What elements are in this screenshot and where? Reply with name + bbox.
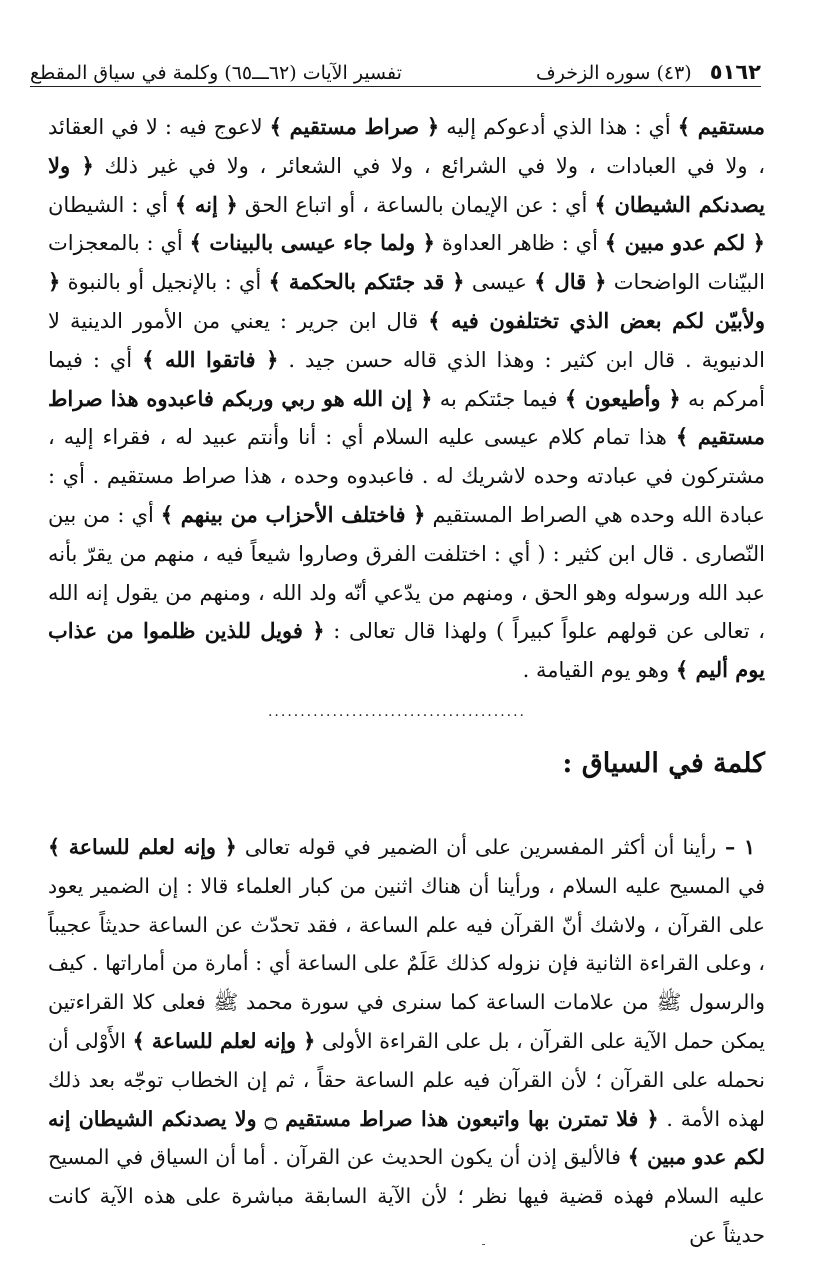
surah-name: (٤٣) سوره الزخرف [536,62,692,84]
commentary-text: الأَوْلى أن نحمله على القرآن ؛ لأن القرآن فيه علم الساعة حقاً ، ثم إن الخطاب توجّه بعد ذلك لهذه الأمة . [48,1028,765,1131]
commentary-text: أي : بالإنجيل أو بالنبوة [60,270,269,295]
quran-quote: ﴿ فاختلف الأحزاب من بينهم ﴾ [160,501,426,527]
quran-quote: ﴿ صراط مستقيم ﴾ [269,114,440,139]
commentary-text: قال ابن جرير : يعني من الأمور الدينية لا الدنيوية . قال ابن كثير : وهذا الذي قاله حسن جيد . [48,308,765,372]
commentary-text: أي : بالمعجزات البيّنات الواضحات [48,231,765,295]
quran-quote: ﴿ ولما جاء عيسى بالبينات ﴾ [189,230,435,256]
commentary-text: رأينا أن أكثر المفسرين على أن الضمير في قوله تعالى [236,835,717,859]
section-divider: ........................................ [267,704,526,720]
section-paragraph [48,828,765,1255]
commentary-text: أي : عن الإيمان بالساعة ، أو اتباع الحق [237,192,595,217]
commentary-text: أي : فيما أمركم به [48,347,765,411]
commentary-text: أي : ظاهر العداوة [434,231,605,256]
header-right [536,60,761,84]
tafsir-body [48,108,765,690]
commentary-text: في المسيح عليه السلام ، ورأينا أن هناك اثنين من كبار العلماء قالا : إن الضمير يعود على القرآن ، ولاشك أنّ القرآن فيه علم الساعة ، فقد تحدّث عن الساعة حديثاً عجيباً ، وعلى القراءة الثانية فإن نزوله كذلك عَلَمٌ على الساعة أي : أمارة من أماراتها . كيف والرسول ﷺ من علامات الساعة كما سنرى في سورة محمد ﷺ فعلى كلا القراءتين يمكن حمل الآية على القرآن ، بل على القراءة الأولى [48,873,766,1053]
quran-quote: ١ – [716,835,755,859]
commentary-text: فالأليق إذن أن يكون الحديث عن القرآن . أما أن السياق في المسيح عليه السلام فهذه قضية فيها نظر ؛ لأن الآية السابقة مباشرة على هذه الآية كانت حديثاً عن [48,1145,765,1247]
quran-quote: ﴿ إنه ﴾ [174,191,238,217]
quran-quote: مستقيم ﴾ [677,114,765,139]
quran-quote: ﴿ قد جئتكم بالحكمة ﴾ [268,269,465,295]
commentary-text: عيسى [464,270,535,295]
section-heading: كلمة في السياق : [562,748,765,779]
commentary-text: فيما جئتكم به [432,386,565,411]
quran-quote: ﴿ ولأبيّن لكم بعض الذي تختلفون فيه ﴾ [48,269,766,333]
page-number: ٥١٦٢ [709,60,761,84]
quran-quote: ﴿ لكم عدو مبين ﴾ [604,230,765,256]
running-header [30,50,761,87]
quran-quote: ﴿ فلا تمترن بها واتبعون هذا صراط مستقيم ۝ ولا يصدنكم الشيطان إنه لكم عدو مبين ﴾ [48,1106,766,1170]
commentary-text: أي : الشيطان [48,192,175,217]
tafsir-paragraph [48,108,765,690]
commentary-text: لاعوج فيه : لا في العقائد ، ولا في العبادات ، ولا في الشرائع ، ولا في الشعائر ، ولا في غير ذلك [48,115,765,178]
quran-quote: ﴿ فويل للذين ظلموا من عذاب يوم أليم ﴾ [48,618,765,683]
quran-quote: ﴿ قال ﴾ [534,269,607,295]
commentary-text: وهو يوم القيامة . [522,658,676,683]
section-body [48,828,765,1255]
quran-quote: ﴿ وإنه لعلم للساعة ﴾ [132,1028,316,1053]
quran-quote: ﴿ ولا يصدنكم الشيطان ﴾ [48,152,765,217]
commentary-text: أي : من بين النّصارى . قال ابن كثير : ( أي : اختلفت الفرق وصاروا شيعاً فيه ، منهم من يقرّ بأنه عبد الله ورسوله وهو الحق ، ومنهم من يدّعي أنّه ولد الله ، ومنهم من يقول إنه الله ، تعالى عن قولهم علواً كبيراً ) ولهذا قال تعالى : [48,502,765,644]
quran-quote: ﴿ إن الله هو ربي وربكم فاعبدوه هذا صراط مستقيم ﴾ [48,385,765,450]
quran-quote: ﴿ وإنه لعلم للساعة ﴾ [48,835,237,859]
header-title: تفسير الآيات (٦٢ـــ٦٥) وكلمة في سياق المقطع [30,62,402,84]
quran-quote: ﴿ وأطيعون ﴾ [564,385,681,411]
commentary-text: هذا تمام كلام عيسى عليه السلام أي : أنا وأنتم عبيد له ، فقراء إليه ، مشتركون في عبادته وحده لاشريك له . فاعبدوه وحده ، هذا صراط مستقيم . أي : عبادة الله وحده هي الصراط المستقيم [48,425,765,527]
quran-quote: ﴿ فاتقوا الله ﴾ [142,346,279,372]
commentary-text: أي : هذا الذي أدعوكم إليه [439,115,678,139]
page-mark [482,1244,485,1245]
